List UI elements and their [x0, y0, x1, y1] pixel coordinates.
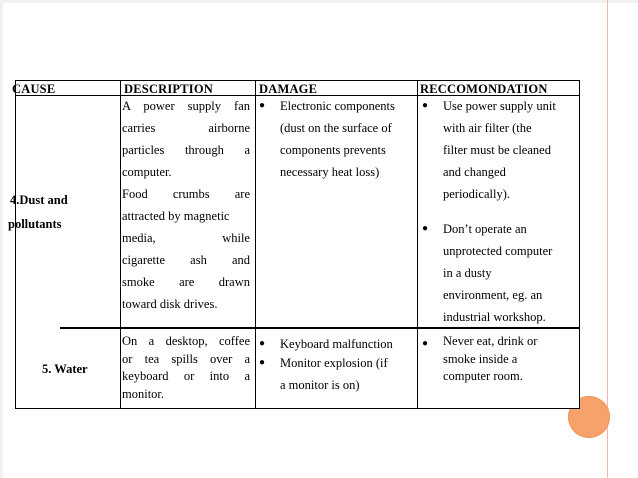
description-water [122, 333, 250, 403]
table-image [8, 80, 580, 409]
description-line: On a desktop, coffee [122, 334, 250, 348]
recommendation-line: in a dusty [443, 266, 492, 280]
column-divider [120, 81, 121, 408]
bullet-icon: ● [259, 100, 266, 111]
recommendation-line: smoke inside a [443, 351, 518, 366]
description-line: carries airborne [122, 121, 250, 135]
description-line: toward disk drives. [122, 297, 218, 311]
damage-line: (dust on the surface of [280, 121, 392, 135]
description-line: A power supply fan [122, 99, 250, 113]
description-line: keyboard or into a [122, 369, 250, 383]
damage-line: Electronic components [280, 99, 395, 113]
recommendation-line: computer room. [443, 369, 523, 383]
recommendation-line: Don’t operate an [443, 222, 527, 236]
column-divider [255, 81, 256, 408]
recommendation-line: Never eat, drink or [443, 334, 538, 348]
cause-dust-line2: pollutants [8, 217, 62, 231]
description-line: Food crumbs are [122, 187, 250, 201]
recommendation-dust-1 [443, 95, 556, 205]
column-divider [417, 81, 418, 408]
recommendation-line: environment, eg. an [443, 288, 543, 302]
header-description: DESCRIPTION [124, 82, 214, 96]
slide-frame-top [0, 0, 638, 3]
recommendation-line: and changed [443, 165, 506, 179]
description-line: smoke are drawn [122, 275, 250, 289]
cause-water: 5. Water [42, 362, 88, 376]
cause-dust-line1: 4.Dust and [10, 193, 68, 207]
recommendation-line: Use power supply unit [443, 99, 556, 113]
recommendation-line: industrial workshop. [443, 310, 546, 324]
bullet-icon: ● [259, 338, 266, 349]
header-damage: DAMAGE [259, 82, 318, 96]
damage-dust [280, 95, 395, 183]
damage-line: necessary heat loss) [280, 165, 380, 179]
description-line: monitor. [122, 386, 165, 401]
bullet-icon: ● [422, 100, 429, 111]
damage-line: components prevents [280, 143, 386, 157]
description-line: or tea spills over a [122, 351, 250, 366]
recommendation-line: filter must be cleaned [443, 143, 551, 157]
bullet-icon: ● [259, 357, 266, 368]
header-cause: CAUSE [12, 82, 56, 96]
recommendation-line: unprotected computer [443, 244, 553, 258]
slide-frame-left [0, 0, 3, 478]
header-recommendation: RECCOMONDATION [420, 82, 548, 96]
description-line: computer. [122, 165, 172, 179]
recommendation-line: periodically). [443, 187, 510, 201]
description-dust [122, 95, 250, 315]
recommendation-water [443, 333, 537, 386]
damage-water-1: Keyboard malfunction [280, 337, 393, 351]
description-line: media, while [122, 231, 250, 245]
description-line: particles through a [122, 143, 250, 157]
recommendation-line: with air filter (the [443, 121, 532, 135]
damage-line: Monitor explosion (if [280, 356, 388, 370]
bullet-icon: ● [422, 223, 429, 234]
bullet-icon: ● [422, 338, 429, 349]
recommendation-dust-2 [443, 218, 552, 328]
damage-line: a monitor is on) [280, 378, 360, 392]
description-line: attracted by magnetic [122, 209, 230, 223]
description-line: cigarette ash and [122, 253, 250, 267]
damage-water-2 [280, 352, 388, 396]
